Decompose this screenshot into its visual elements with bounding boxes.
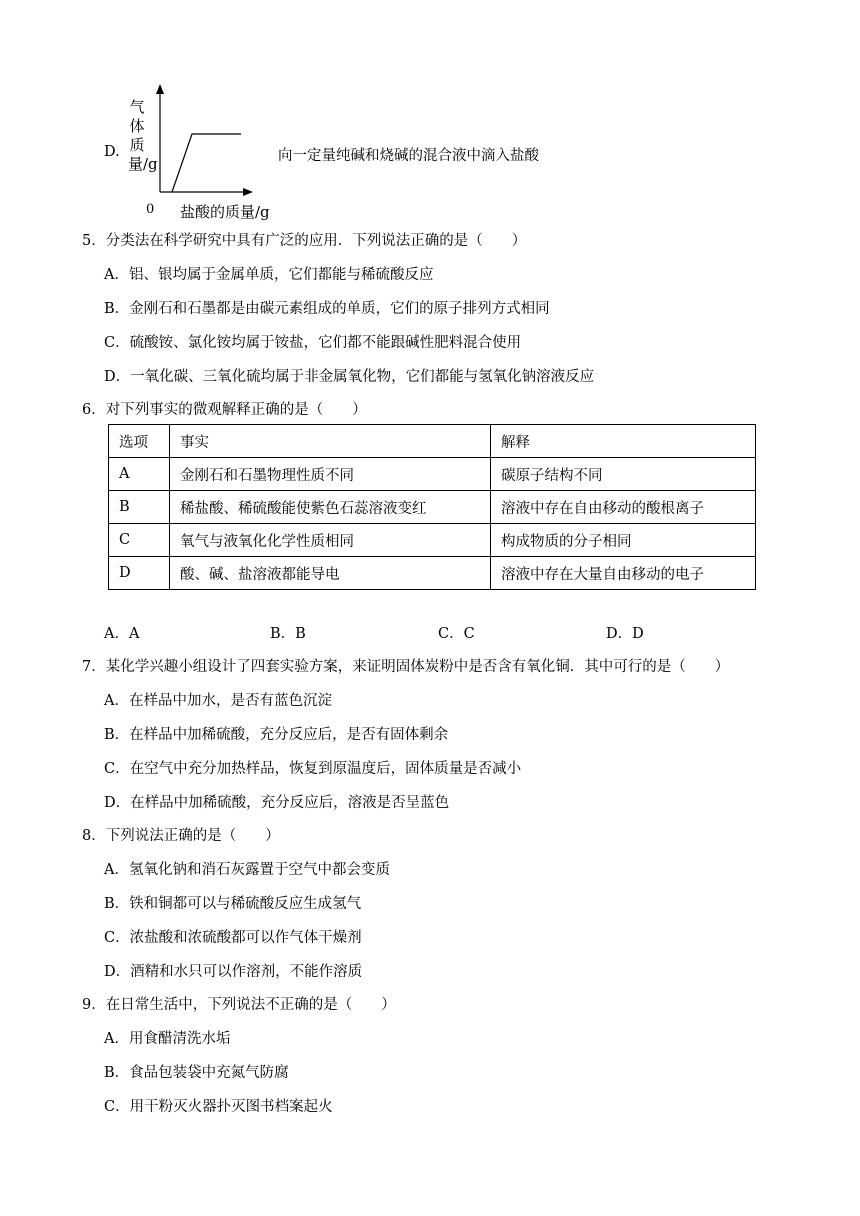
q5-stem: 5．分类法在科学研究中具有广泛的应用．下列说法正确的是（ ） — [82, 233, 527, 249]
q9-option-a: A．用食醋清洗水垢 — [104, 1031, 231, 1047]
q9-option-c: C．用干粉灭火器扑灭图书档案起火 — [104, 1099, 333, 1115]
graph-origin-label: 0 — [146, 202, 155, 217]
table-row — [109, 458, 756, 491]
q6-facts-table — [108, 424, 756, 590]
table-row — [109, 491, 756, 524]
q8-option-c: C．浓盐酸和浓硫酸都可以作气体干燥剂 — [104, 930, 362, 946]
table-cell: 稀盐酸、稀硫酸能使紫色石蕊溶液变红 — [170, 491, 491, 524]
q4-option-d-description: 向一定量纯碱和烧碱的混合液中滴入盐酸 — [278, 148, 539, 164]
table-cell: A — [109, 458, 170, 491]
q6-stem: 6．对下列事实的微观解释正确的是（ ） — [82, 402, 367, 418]
q5-option-c: C．硫酸铵、氯化铵均属于铵盐，它们都不能跟碱性肥料混合使用 — [104, 335, 522, 351]
q7-option-a: A．在样品中加水，是否有蓝色沉淀 — [104, 693, 332, 709]
q6-answer-a: A．A — [104, 626, 140, 642]
table-cell: C — [109, 524, 170, 557]
table-cell: B — [109, 491, 170, 524]
q8-option-a: A．氢氧化钠和消石灰露置于空气中都会变质 — [104, 862, 390, 878]
gas-mass-curve — [172, 134, 241, 192]
table-cell: D — [109, 557, 170, 590]
q9-option-b: B．食品包装袋中充氮气防腐 — [104, 1065, 289, 1081]
q4-option-d-label: D. — [104, 144, 120, 160]
table-row — [109, 557, 756, 590]
table-cell: 溶液中存在自由移动的酸根离子 — [491, 491, 756, 524]
q6-answer-d: D．D — [606, 626, 644, 642]
gas-mass-graph — [120, 82, 280, 222]
q7-option-b: B．在样品中加稀硫酸，充分反应后，是否有固体剩余 — [104, 727, 449, 743]
q9-stem: 9．在日常生活中，下列说法不正确的是（ ） — [82, 997, 396, 1013]
table-header-cell: 事实 — [170, 425, 491, 458]
q6-answer-b: B．B — [270, 626, 306, 642]
table-cell: 氧气与液氧化化学性质相同 — [170, 524, 491, 557]
graph-x-axis-label: 盐酸的质量/g — [180, 203, 270, 221]
table-cell: 酸、碱、盐溶液都能导电 — [170, 557, 491, 590]
table-cell: 碳原子结构不同 — [491, 458, 756, 491]
table-cell: 构成物质的分子相同 — [491, 524, 756, 557]
q5-option-b: B．金刚石和石墨都是由碳元素组成的单质，它们的原子排列方式相同 — [104, 301, 550, 317]
table-header-cell: 解释 — [491, 425, 756, 458]
table-cell: 金刚石和石墨物理性质不同 — [170, 458, 491, 491]
q6-answer-c: C．C — [438, 626, 475, 642]
graph-y-axis-label: 气体质量/g — [128, 98, 158, 173]
q5-option-a: A．铝、银均属于金属单质，它们都能与稀硫酸反应 — [104, 267, 434, 283]
q7-option-c: C．在空气中充分加热样品，恢复到原温度后，固体质量是否减小 — [104, 761, 522, 777]
q8-option-b: B．铁和铜都可以与稀硫酸反应生成氢气 — [104, 896, 362, 912]
q5-option-d: D．一氧化碳、三氧化硫均属于非金属氧化物，它们都能与氢氧化钠溶液反应 — [104, 369, 595, 385]
q7-stem: 7．某化学兴趣小组设计了四套实验方案，来证明固体炭粉中是否含有氧化铜．其中可行的是（ ） — [82, 659, 730, 675]
q8-option-d: D．酒精和水只可以作溶剂，不能作溶质 — [104, 964, 363, 980]
table-cell: 溶液中存在大量自由移动的电子 — [491, 557, 756, 590]
q7-option-d: D．在样品中加稀硫酸，充分反应后，溶液是否呈蓝色 — [104, 795, 450, 811]
table-header-cell: 选项 — [109, 425, 170, 458]
table-row — [109, 524, 756, 557]
q8-stem: 8．下列说法正确的是（ ） — [82, 828, 280, 844]
table-header-row — [109, 425, 756, 458]
